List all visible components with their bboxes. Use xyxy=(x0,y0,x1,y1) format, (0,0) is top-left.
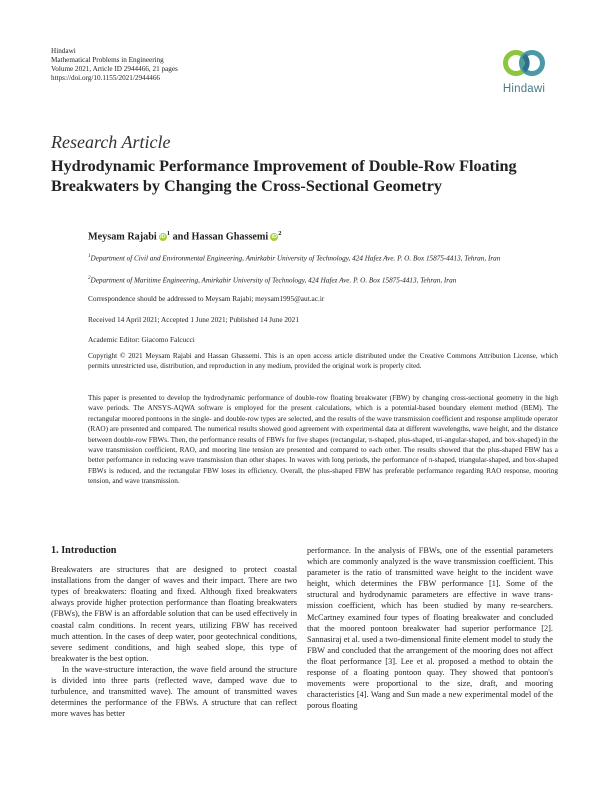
paragraph: In the wave-structure interaction, the wave field around the structure is divided into three parts (reflected wave, damped wave due to turbulence, and transmitted wave). The amount of transmitted waves determines the performance of the FBWs. A structure that can reflect more waves has better xyxy=(51,664,297,719)
academic-editor: Academic Editor: Giacomo Falcucci xyxy=(88,335,195,344)
paragraph: performance. In the analysis of FBWs, one of the essential parameters which are commonly analyzed is the wave transmission coefficient. This parameter is the ratio of transmitted wave height to the incident wave height, which determines the FBW performance [1]. Some of the structural and hydrodynamic parameters are effective in wave trans-mission coefficient, which has been studied by many re-searchers. McCartney examined four types of floating breakwater and concluded that the moored pontoon breakwater had superior performance [2]. Sannasiraj et al. used a two-dimensional finite element model to study the FBW and concluded that the arrangement of the mooring does not affect the float performance [3]. Lee et al. proposed a method to obtain the response of a floating pontoon quay. They showed that pontoon's movements were proportional to the size, draft, and mooring characteristics [4]. Wang and Sun made a new experimental model of the porous floating xyxy=(307,546,553,711)
author-2[interactable]: Hassan Ghassemi xyxy=(191,231,269,243)
affiliation-2 xyxy=(88,274,568,286)
body-column-right xyxy=(307,545,553,711)
author-1-affiliation-mark: 1 xyxy=(166,230,171,237)
hindawi-logo[interactable] xyxy=(494,44,554,108)
body-column-left xyxy=(51,545,297,719)
logo-text: Hindawi xyxy=(502,83,546,95)
orcid-icon[interactable]: iD xyxy=(160,234,166,241)
journal-name: Mathematical Problems in Engineering xyxy=(51,56,164,64)
section-heading: 1. Introduction xyxy=(51,545,117,556)
abstract: This paper is presented to develop the hydrodynamic performance of double-row floating breakwater (FBW) by changing cross-sectional geometry in the high wave periods. The ANSYS-AQWA software is employed for the present calculations, which is a potential-based boundary element method (BEM). The rectangular moored pontoons in the single- and double-row types are selected, and the results of the wave transmission coefficient and response amplitude operator (RAO) are presented and compared. The numerical results showed good agreement with experimental data at different wavelengths, wave height, and the distance between double-row FBWs. Then, the performance results of FBWs for five shapes (rectangular, π-shaped, plus-shaped, tri-angular-shaped, and box-shaped) in the wave transmission coefficient, RAO, and mooring line tension are presented and compared to each other. The results showed that the plus-shaped FBW has a better performance in reducing wave transmission than other shapes. In waves with long periods, the performance of π-shaped, triangular-shaped, and box-shaped FBWs is reduced, and the rectangular FBW loses its efficiency. Overall, the plus-shaped FBW has preferable performance regarding RAO response, mooring tension, and wave transmission. xyxy=(88,394,558,486)
copyright-notice: Copyright © 2021 Meysam Rajabi and Hassan Ghassemi. This is an open access article distributed under the Creative Commons Attribution License, which permits unrestricted use, distribution, and reproduction in any medium, provided the original work is properly cited. xyxy=(88,352,558,371)
author-1[interactable]: Meysam Rajabi xyxy=(88,231,157,243)
author-conjunction: and xyxy=(170,231,192,243)
publication-dates: Received 14 April 2021; Accepted 1 June 2021; Published 14 June 2021 xyxy=(88,315,299,324)
author-2-affiliation-mark: 2 xyxy=(278,230,282,237)
affiliation-1-number: 1 xyxy=(88,254,91,259)
affiliation-1 xyxy=(88,252,568,264)
journal-volume: Volume 2021, Article ID 2944466, 21 pages xyxy=(51,65,178,73)
article-type: Research Article xyxy=(51,132,171,152)
orcid-icon[interactable]: iD xyxy=(271,234,278,241)
paper-title: Hydrodynamic Performance Improvement of Double-Row Floating Breakwaters by Changing the Cross-Sectional Geometry xyxy=(51,157,517,195)
journal-publisher: Hindawi xyxy=(51,47,76,55)
affiliation-1-text: Department of Civil and Environmental Engineering, Amirkabir University of Technology, 424 Hafez Ave. P. O. Box 15875-4413, Tehran, Iran xyxy=(90,254,501,263)
journal-doi[interactable]: https://doi.org/10.1155/2021/2944466 xyxy=(51,74,161,82)
affiliation-2-text: Department of Maritime Engineering, Amirkabir University of Technology, 424 Hafez Ave. P. O. Box 15875-4413, Tehran, Iran xyxy=(90,276,457,285)
journal-meta xyxy=(51,47,178,83)
affiliation-2-number: 2 xyxy=(88,276,91,281)
author-line xyxy=(88,230,282,242)
correspondence: Correspondence should be addressed to Meysam Rajabi; meysam1995@aut.ac.ir xyxy=(88,294,325,303)
paragraph: Breakwaters are structures that are designed to protect coastal installations from the danger of waves and their impact. There are two types of breakwaters: floating and fixed. Although fixed breakwaters always provide higher protection performance than floating breakwaters (FBWs), the FBW is an affordable solution that can be used effectively in coastal calm conditions. In recent years, utilizing FBW has received much attention. In the cases of deep water, poor geotechnical conditions, severe sediment conditions, and high seabed slope, this type of breakwater is the best option. xyxy=(51,565,297,663)
hindawi-logo-icon xyxy=(501,44,547,82)
